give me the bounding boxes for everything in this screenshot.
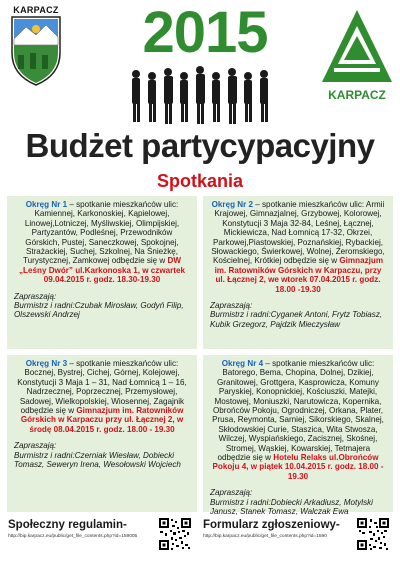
district-4-hosts: Burmistrz i radni:Dobiecki Arkadiusz, Motylski Janusz, Stanek Tomasz, Walczak Ewa xyxy=(210,497,373,517)
district-1-invite: Zapraszają: xyxy=(14,291,57,301)
district-3-text xyxy=(14,359,190,434)
qr-code-icon xyxy=(158,517,192,551)
district-1-streets: – spotkanie mieszkańców ulic: Kamiennej, Karkonoskiej, Kąpielowej, Linowej,Lotniczej, Myśliwskiej, Olimpijskiej, Partyzantów, Podleśnej, Przewodników Górskich, Pustej, Saneczkowej, Spokojnej, Strażackiej, Suchej, Szkolnej, Na Śnieżkę, Turystycznej, Zamkowej odbędzie się w xyxy=(22,200,180,266)
district-2-venue: Gimnazjum im. Ratowników Górskich w Karpaczu, przy ul. Łącznej 2, we wtorek 07.04.2015 r. godz. 18.00 -19.30 xyxy=(214,256,384,294)
district-2-box xyxy=(203,196,393,349)
district-3-heading: Okręg Nr 3 xyxy=(25,359,68,368)
district-4-venue: Hotelu Relaks ul.Obrońców Pokoju 4, w piątek 10.04.2015 r. godz. 18.00 - 19.30 xyxy=(212,453,384,481)
district-2-streets: – spotkanie mieszkańców ulic: Armii Krajowej, Gimnazjalnej, Grzybowej, Kolorowej, Konstytucji 3 Maja 32-84, Leśnej, Łącznej, Mickiewicza, Nad Łomnicą 17-32, Okrzei, Parkowej,Piastowskiej, Poznańskiej, Rybackiej, Słowackiego, Świerkowej, Wolnej, Żeromskiego, Kościelnej, Krótkiej odbędzie się w xyxy=(211,200,385,266)
district-4-streets: – spotkanie mieszkańców ulic: Batorego, Bema, Chopina, Dolnej, Dzikiej, Granitowej, Grottgera, Kasprowicza, Komuny Paryskiej, Konopnickiej, Kościuszki, Matejki, Mostowej, Moniuszki, Narutowicza, Kopernika, Obrońców Pokoju, Ogrodniczej, Orkana, Plater, Prusa, Reymonta, Sarniej, Sikorskiego, Skalnej, Skłodowskiej Curie, Staszica, Wita Stwosza, Wilczej, Wyspiańskiego, Zacisznej, Skośnej, Stromej, Wąskiej, Kowarskiej, Tetmajera odbędzie się w xyxy=(212,359,384,463)
qr-code-icon xyxy=(356,517,390,551)
district-2-hosts: Burmistrz i radni:Cyganek Antoni, Frytz Tobiasz, Kubik Grzegorz, Pajdzik Mieczysław xyxy=(210,310,383,329)
district-4-heading: Okręg Nr 4 xyxy=(221,359,264,368)
district-3-hosts: Burmistrz i radni:Czerniak Wiesław, Dobiecki Tomasz, Seweryn Irena, Wesołowski Wojciech xyxy=(14,450,181,470)
page-title: Budżet partycypacyjny xyxy=(25,127,375,164)
district-2-heading: Okręg Nr 2 xyxy=(211,200,254,209)
mountain-logo-icon xyxy=(320,8,394,102)
year-heading: 2015 xyxy=(142,0,268,65)
form-title: Formularz zgłoszeniowy- xyxy=(203,519,340,531)
district-1-box xyxy=(7,196,197,349)
people-silhouettes-icon xyxy=(126,66,276,126)
district-2-text xyxy=(210,200,386,294)
logo-label: KARPACZ xyxy=(328,88,386,102)
form-link[interactable]: http://bip.karpacz.eu/public/get_file_contents.php?id=1590 xyxy=(203,534,327,539)
district-1-hosts: Burmistrz i radni:Czubak Mirosław, Godyń Filip, Olszewski Andrzej xyxy=(14,301,184,320)
district-1-text xyxy=(14,200,190,285)
crest-icon xyxy=(6,5,66,87)
form-section xyxy=(203,519,353,559)
district-1-heading: Okręg Nr 1 xyxy=(25,200,68,209)
page-subtitle: Spotkania xyxy=(156,171,244,191)
regulamin-title: Społeczny regulamin- xyxy=(8,519,127,531)
district-1-venue: DW „Leśny Dwór” ul.Karkonoska 1, w czwartek 09.04.2015 r. godz. 18.30-19.30 xyxy=(19,256,185,285)
district-3-box xyxy=(7,355,197,512)
district-3-invite: Zapraszają: xyxy=(14,441,57,451)
district-4-box xyxy=(203,355,393,517)
district-3-venue: Gimnazjum im. Ratowników Górskich w Karpaczu przy ul. Łącznej 2, w środę 08.04.2015 r. godz. 18.00 - 19.30 xyxy=(20,406,184,434)
district-4-invite: Zapraszają: xyxy=(210,488,253,498)
crest-label: KARPACZ xyxy=(13,5,59,15)
district-3-streets: – spotkanie mieszkańców ulic: Bocznej, Bystrej, Cichej, Górnej, Kolejowej, Konstytucji 3 Maja 1 – 31, Nad Łomnicą 1 – 16, Nadrzecznej, Poprzecznej, Przemysłowej, Sadowej, Wielkopolskiej, Wiosennej, Zagajnik odbędzie się w xyxy=(17,359,187,416)
regulamin-section xyxy=(8,519,158,559)
regulamin-link[interactable]: http://bip.karpacz.eu/public/get_file_contents.php?id=159005 xyxy=(8,534,138,539)
district-4-text xyxy=(210,359,386,481)
district-2-invite: Zapraszają: xyxy=(210,301,253,311)
